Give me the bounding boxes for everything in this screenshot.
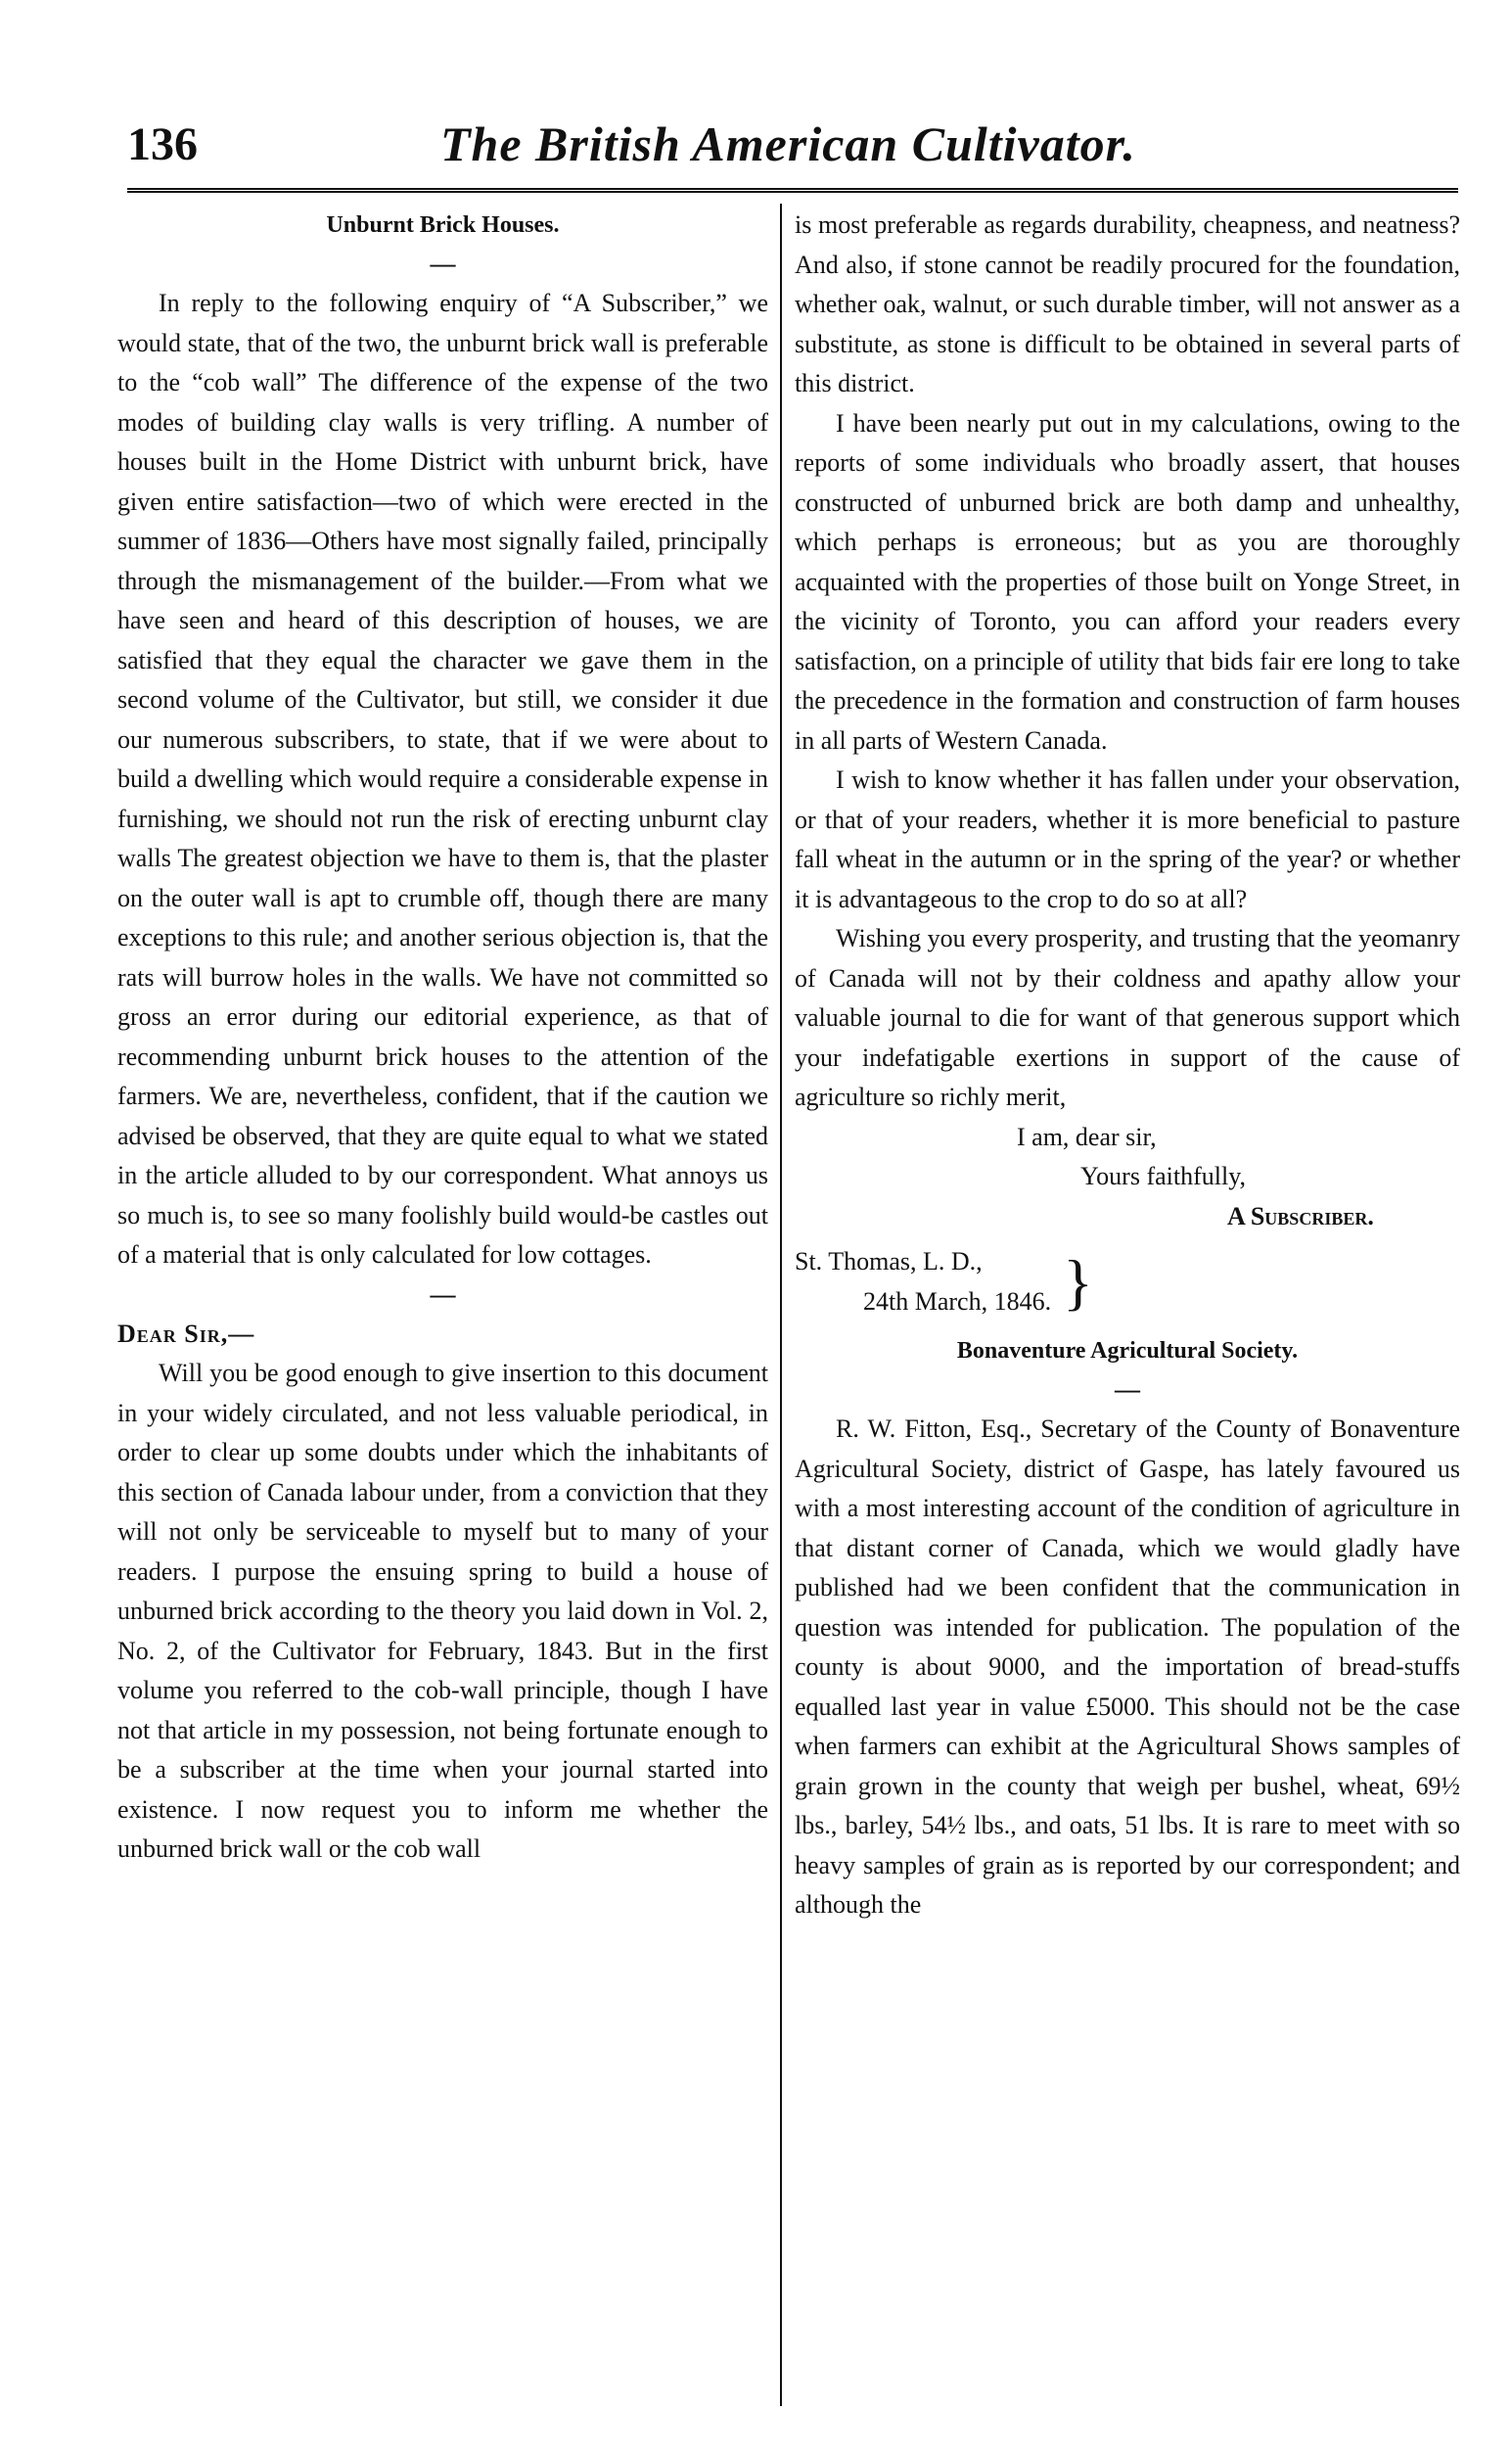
- article-paragraph: In reply to the following enquiry of “A Subscriber,” we would state, that of the two, the unburnt brick wall is preferable to the “cob wall” The difference of the expense of the two modes of building clay walls is very trifling. A number of houses built in the Home District with unburnt brick, have given entire satisfaction—two of which were erected in the summer of 1836—Others have most signally failed, principally through the mismanagement of the builder.—From what we have seen and heard of this description of houses, we are satisfied that they equal the character we gave them in the second volume of the Cultivator, but still, we consider it due our numerous subscribers, to state, that if we were about to build a dwelling which would require a considerable expense in furnishing, we should not run the risk of erecting unburnt clay walls The greatest objection we have to them is, that the plaster on the outer wall is apt to crumble off, though there are many exceptions to this rule; and another serious objection is, that the rats will burrow holes in the walls. We have not committed so gross an error during our editorial experience, as that of recommending unburnt brick houses to the attention of the farmers. We are, nevertheless, confident, that if the caution we advised be observed, that they are quite equal to what we stated in the article alluded to by our correspondent. What annoys us so much is, to see so many foolishly build would-be castles out of a material that is only calculated for low cottages.: [117, 289, 768, 1269]
- letter-salutation: Dear Sir,—: [117, 1319, 255, 1348]
- place-date-lines: [795, 1242, 1051, 1321]
- article-title-bonaventure: Bonaventure Agricultural Society.: [956, 1338, 1299, 1364]
- letter-paragraph: Wishing you every prosperity, and trusting that the yeomanry of Canada will not by their coldness and apathy allow your valuable journal to die for want of that generous support which your indefatigable exertions in support of the cause of agriculture so richly merit,: [795, 924, 1460, 1111]
- letter-valediction: Yours faithfully,: [1080, 1162, 1247, 1190]
- brace-mark: }: [1063, 1246, 1093, 1317]
- article-paragraph: R. W. Fitton, Esq., Secretary of the County of Bonaventure Agricultural Society, district of Gaspe, has lately favoured us with a most interesting account of the condition of agriculture in that distant corner of Canada, which we would gladly have published had we been confident that the communication in question was intended for publication. The population of the county is about 9000, and the importation of bread-stuffs equalled last year in value £5000. This should not be the case when farmers can exhibit at the Agricultural Shows samples of grain grown in the county that weigh per bushel, wheat, 69½ lbs., barley, 54½ lbs., and oats, 51 lbs. It is rare to meet with so heavy samples of grain as is reported by our correspondent; and although the: [795, 1414, 1460, 1919]
- letter-paragraph: I wish to know whether it has fallen under your observation, or that of your readers, whether it is more beneficial to pasture fall wheat in the autumn or in the spring of the year? or whether it is advantageous to the crop to do so at all?: [795, 765, 1460, 913]
- letter-continuation: is most preferable as regards durability, cheapness, and neatness? And also, if stone cannot be readily procured for the foundation, whether oak, walnut, or such durable timber, will not answer as a substitute, as stone is difficult to be obtained in several parts of this district.: [795, 210, 1460, 397]
- header-rule: [127, 188, 1458, 193]
- section-dash: [117, 1275, 768, 1315]
- section-dash: [795, 1370, 1460, 1410]
- section-dash: [117, 245, 768, 284]
- left-column: [117, 206, 768, 1870]
- article-title-unburnt-brick-houses: Unburnt Brick Houses.: [326, 212, 560, 238]
- right-column: [795, 206, 1460, 1925]
- letter-date: 24th March, 1846.: [863, 1286, 1052, 1316]
- letter-paragraph: Will you be good enough to give insertion to this document in your widely circulated, and not less valuable periodical, in order to clear up some doubts under which the inhabitants of this section of Canada labour under, from a conviction that they will not only be serviceable to myself but to many of your readers. I purpose the ensuing spring to build a house of unburned brick according to the theory you laid down in Vol. 2, No. 2, of the Cultivator for February, 1843. But in the first volume you referred to the cob-wall principle, though I have not that article in my possession, not being fortunate enough to be a subscriber at the time when your journal started into existence. I now request you to inform me whether the unburned brick wall or the cob wall: [117, 1359, 768, 1863]
- letter-paragraph: I have been nearly put out in my calculations, owing to the reports of some individuals who broadly assert, that houses constructed of unburned brick are both damp and unhealthy, which perhaps is erroneous; but as you are thoroughly acquainted with the properties of those built on Yonge Street, in the vicinity of Toronto, you can afford your readers every satisfaction, on a principle of utility that bids fair ere long to take the precedence in the formation and construction of farm houses in all parts of Western Canada.: [795, 408, 1460, 755]
- letter-closing: I am, dear sir,: [1017, 1122, 1157, 1151]
- page-number: 136: [127, 118, 198, 170]
- letter-signature: A Subscriber.: [1227, 1201, 1374, 1230]
- running-title: The British American Cultivator.: [440, 116, 1136, 171]
- letter-place-date: [795, 1242, 1460, 1321]
- letter-place: St. Thomas, L. D.,: [795, 1247, 983, 1275]
- column-divider: [780, 204, 782, 2406]
